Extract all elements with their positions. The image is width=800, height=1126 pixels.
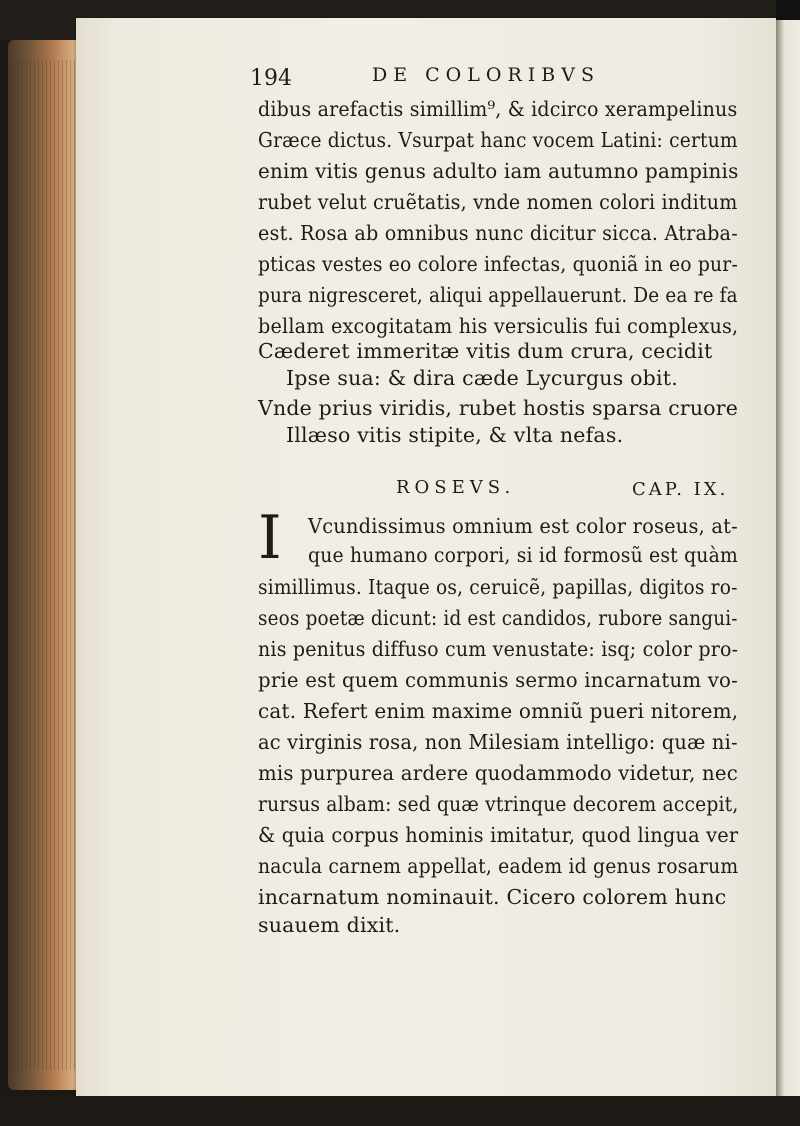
body-line: nis penitus diffuso cum venustate: isq; color pro-: [258, 637, 739, 661]
body-line: rubet velut cruẽtatis, vnde nomen colori inditum: [258, 190, 738, 214]
body-line: bellam excogitatam his versiculis fui complexus,: [258, 314, 739, 338]
body-line: incarnatum nominauit. Cicero colorem hunc: [258, 885, 727, 909]
page-number: 194: [250, 66, 292, 91]
chapter-title: ROSEVS.: [396, 477, 516, 498]
body-line: nacula carnem appellat, eadem id genus rosarum: [258, 854, 739, 878]
body-line: ac virginis rosa, non Milesiam intelligo: quæ ni-: [258, 730, 738, 754]
verse-line: Ipse sua: & dira cæde Lycurgus obit.: [286, 366, 678, 390]
body-line: simillimus. Itaque os, ceruicẽ, papillas, digitos ro-: [258, 575, 738, 599]
body-line: que humano corpori, si id formosũ est quàm: [308, 543, 739, 567]
body-line: dibus arefactis simillim⁹, & idcirco xerampelinus: [258, 97, 738, 121]
body-line: enim vitis genus adulto iam autumno pampinis: [258, 159, 739, 183]
body-line: mis purpurea ardere quodammodo videtur, nec: [258, 761, 738, 785]
verse-line: Cæderet immeritæ vitis dum crura, cecidit: [258, 339, 713, 363]
verse-line: Illæso vitis stipite, & vlta nefas.: [286, 423, 624, 447]
body-line: suauem dixit.: [258, 913, 401, 937]
page-edge-texture: [14, 60, 84, 1070]
body-line: Græce dictus. Vsurpat hanc vocem Latini: certum: [258, 128, 738, 152]
verse-line: Vnde prius viridis, rubet hostis sparsa cruore: [258, 396, 739, 420]
body-line: cat. Refert enim maxime omniũ pueri nitorem,: [258, 699, 739, 723]
background-bottom: [0, 1096, 800, 1126]
body-line: rursus albam: sed quæ vtrinque decorem accepit,: [258, 792, 739, 816]
running-head: DE COLORIBVS: [372, 64, 600, 86]
drop-cap: I: [258, 503, 282, 573]
chapter-number: CAP. IX.: [632, 479, 729, 500]
body-line: pura nigresceret, aliqui appellauerunt. De ea re fa: [258, 283, 738, 307]
body-line: pticas vestes eo colore infectas, quoniã in eo pur-: [258, 252, 738, 276]
facing-page-edge: [776, 20, 800, 1096]
body-line: Vcundissimus omnium est color roseus, at-: [308, 514, 738, 538]
body-line: prie est quem communis sermo incarnatum vo-: [258, 668, 738, 692]
body-line: seos poetæ dicunt: id est candidos, rubore sangui-: [258, 606, 738, 630]
body-line: est. Rosa ab omnibus nunc dicitur sicca. Atraba-: [258, 221, 738, 245]
body-line: & quia corpus hominis imitatur, quod lingua ver: [258, 823, 739, 847]
